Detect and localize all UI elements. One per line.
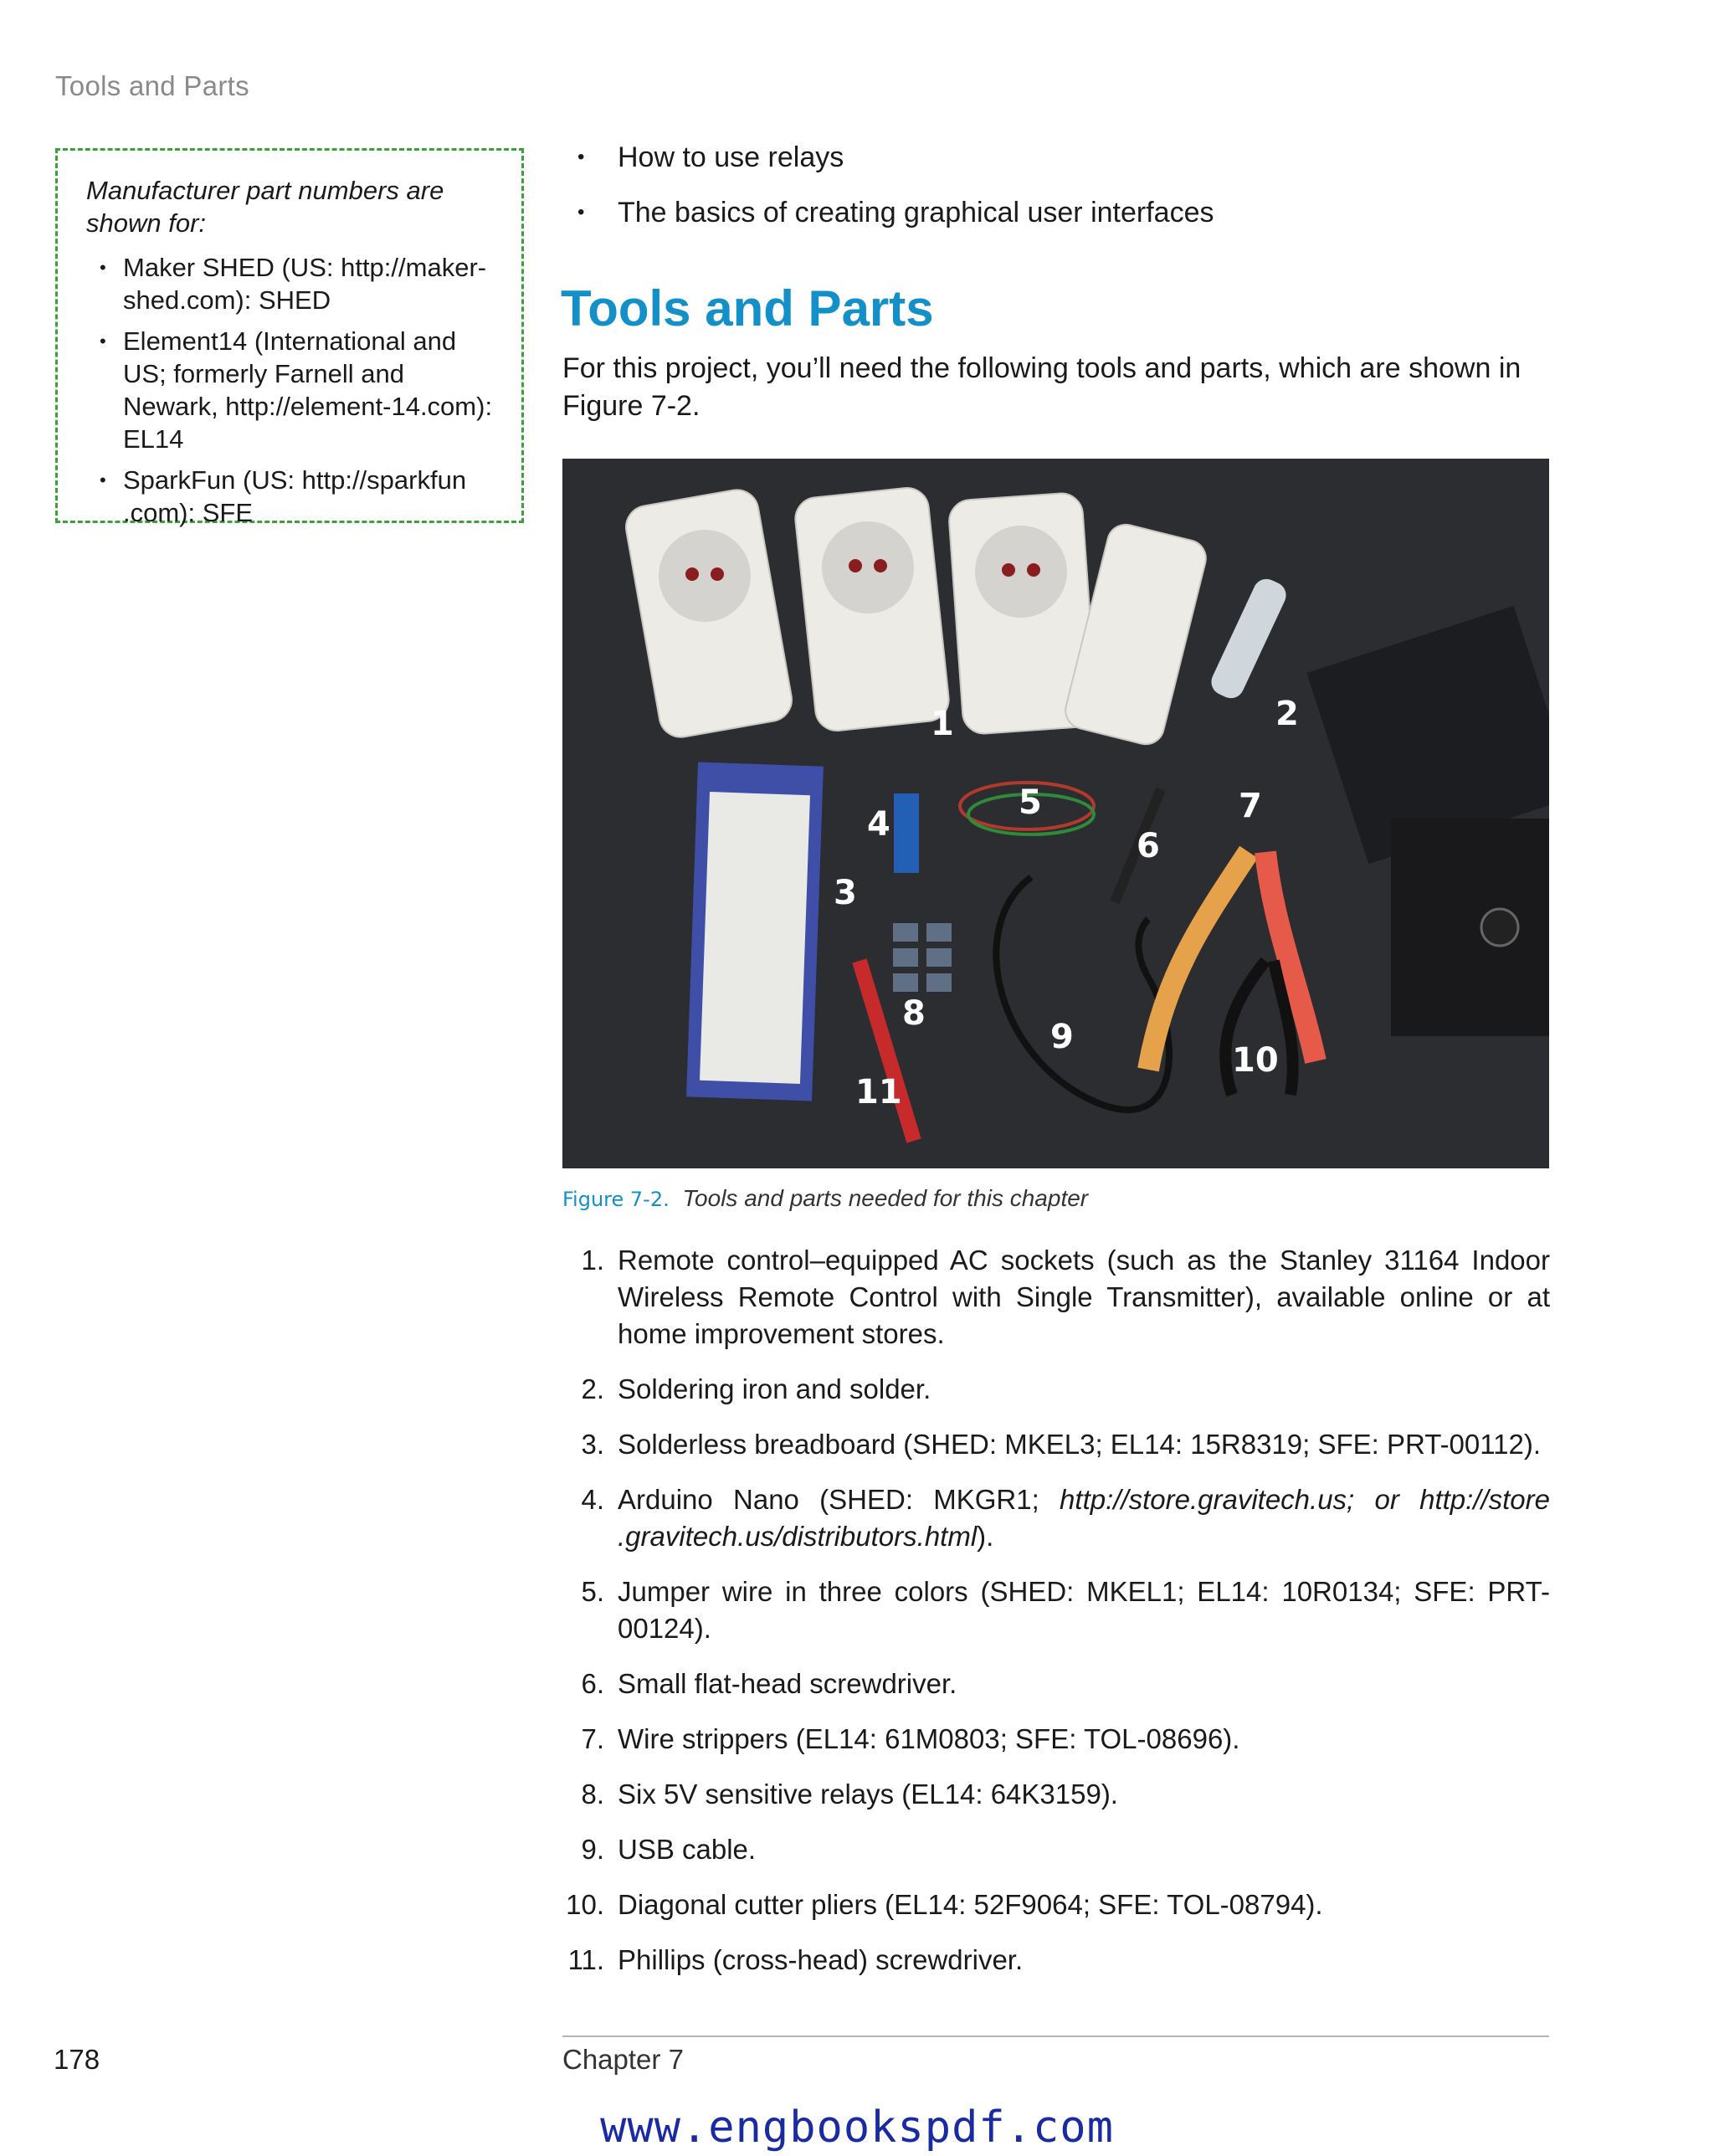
sidebar-item: • Maker SHED (US: http://maker-shed.com): SHED xyxy=(100,253,487,315)
sidebar-note xyxy=(55,148,524,527)
photo-number: 3 xyxy=(834,874,857,912)
bullet-item: • The basics of creating graphical user interfaces xyxy=(577,197,1214,228)
photo-number: 11 xyxy=(855,1073,902,1111)
photo-number: 4 xyxy=(867,805,890,844)
photo-number: 5 xyxy=(1019,783,1042,822)
footer-rule xyxy=(562,2035,1549,2037)
photo-number: 8 xyxy=(902,994,926,1033)
photo-number: 7 xyxy=(1239,787,1262,825)
photo-number: 1 xyxy=(931,705,954,743)
photo-number: 2 xyxy=(1275,695,1299,733)
figure-caption xyxy=(562,1185,1088,1212)
running-head: Tools and Parts xyxy=(55,70,249,101)
sidebar-list xyxy=(86,251,496,529)
chapter-label: Chapter 7 xyxy=(562,2044,684,2075)
list-item: 11. Phillips (cross-head) screwdriver. xyxy=(567,1944,1024,1975)
list-item: 1. Remote control–equipped AC sockets (such as the Stanley 31164 Indoor Wireless Remote Control with Single Transmitter), available online or at home improvement stores. xyxy=(581,1245,1550,1349)
parts-list xyxy=(562,1242,1550,1997)
watermark: www.engbookspdf.com xyxy=(600,2102,1114,2153)
arduino-links: http://store.gravitech.us; or http://store .gravitech.us/distributors.html xyxy=(618,1484,1550,1552)
figure-caption-text: Tools and parts needed for this chapter xyxy=(682,1185,1089,1211)
photo-illustration xyxy=(562,459,1549,1168)
photo-number: 10 xyxy=(1232,1041,1279,1080)
list-item: 5. Jumper wire in three colors (SHED: MKEL1; EL14: 10R0134; SFE: PRT-00124). xyxy=(581,1576,1550,1644)
bullet-item: • How to use relays xyxy=(577,141,844,173)
photo-number: 9 xyxy=(1050,1018,1074,1056)
list-item: 4. Arduino Nano (SHED: MKGR1; http://store.gravitech.us; or http://store .gravitech.us/distributors.html). xyxy=(581,1484,1550,1552)
sidebar-intro: Manufacturer part numbers are shown for: xyxy=(86,176,444,238)
topic-bullets xyxy=(562,139,1550,249)
sidebar-item: • Element14 (International and US; formerly Farnell and Newark, http://element-14.com): EL14 xyxy=(100,326,493,454)
list-item: 6. Small flat-head screwdriver. xyxy=(581,1668,957,1699)
figure-label: Figure 7-2. xyxy=(562,1188,670,1211)
list-item: 2. Soldering iron and solder. xyxy=(581,1373,931,1404)
list-item: 8. Six 5V sensitive relays (EL14: 64K3159). xyxy=(581,1779,1118,1810)
sidebar-item: • SparkFun (US: http://sparkfun .com): SFE xyxy=(100,465,467,527)
figure-photo xyxy=(562,459,1549,1168)
section-title: Tools and Parts xyxy=(561,280,934,336)
page-number: 178 xyxy=(54,2044,100,2075)
list-item: 9. USB cable. xyxy=(581,1834,757,1865)
photo-number: 6 xyxy=(1137,827,1160,865)
list-item: 3. Solderless breadboard (SHED: MKEL3; EL14: 15R8319; SFE: PRT-00112). xyxy=(581,1429,1542,1460)
list-item: 10. Diagonal cutter pliers (EL14: 52F9064; SFE: TOL-08794). xyxy=(566,1889,1323,1920)
intro-paragraph: For this project, you’ll need the following tools and parts, which are shown in Figure 7-2. xyxy=(562,352,1522,422)
list-item: 7. Wire strippers (EL14: 61M0803; SFE: TOL-08696). xyxy=(581,1723,1240,1754)
